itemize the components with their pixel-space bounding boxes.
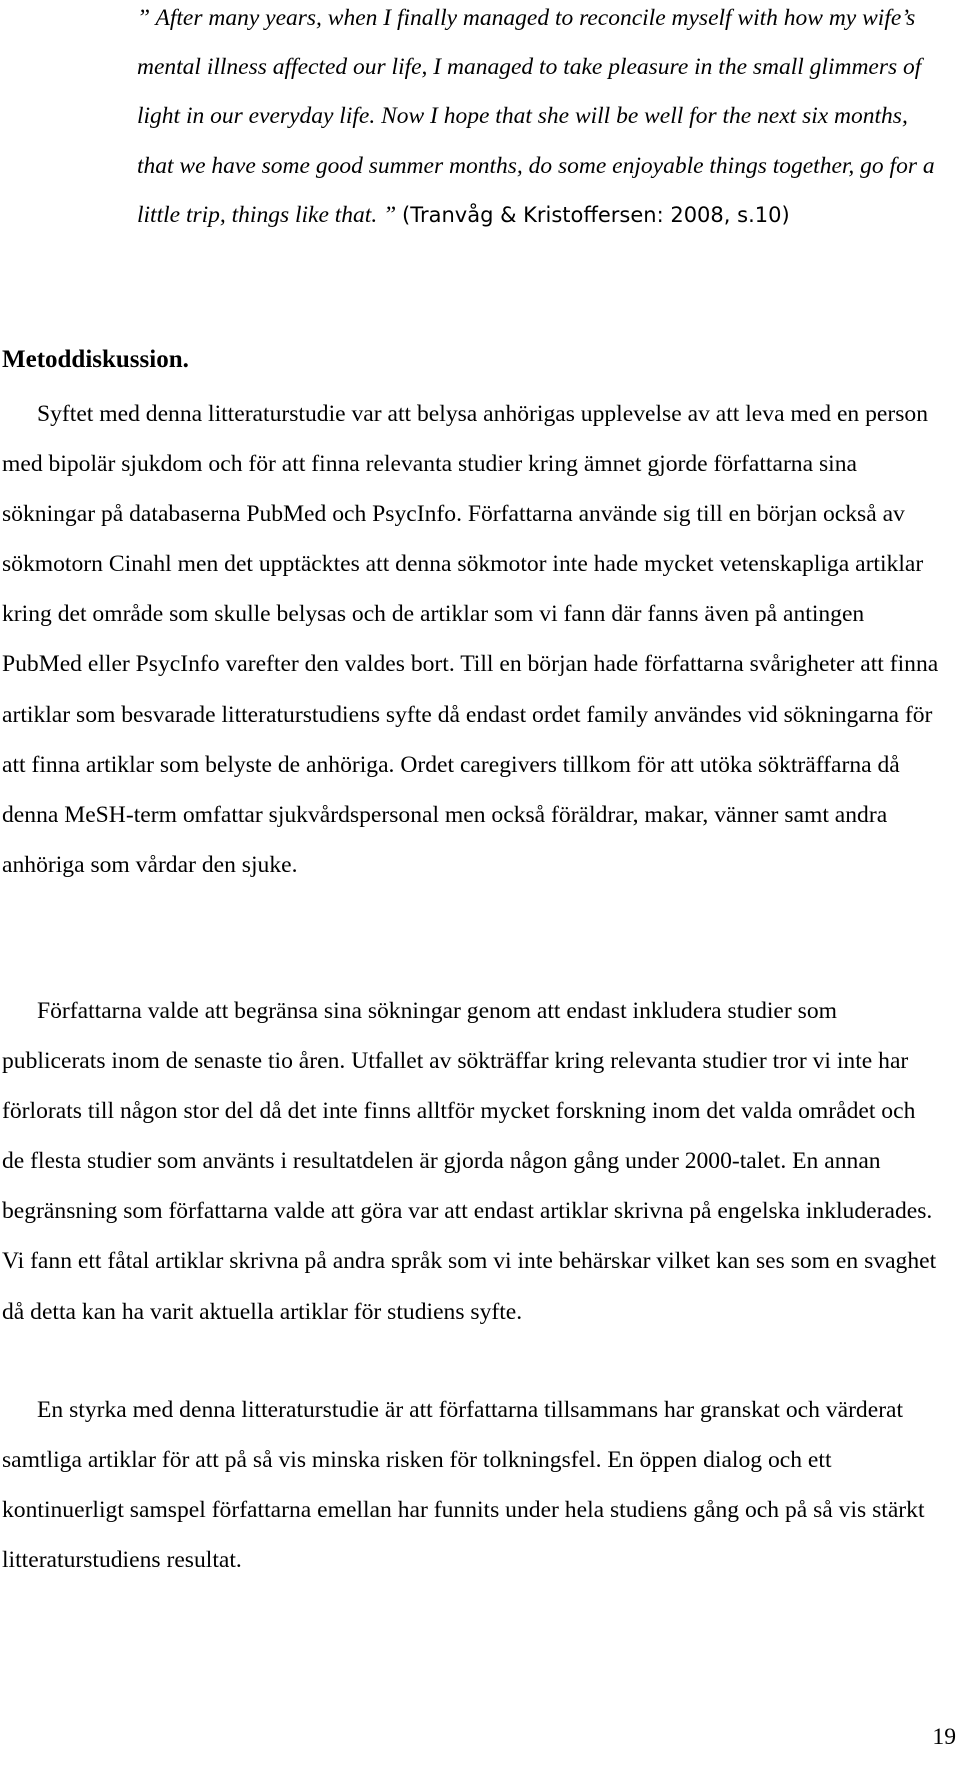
- block-quote: [137, 0, 937, 240]
- page-number: 19: [932, 1724, 956, 1750]
- paragraph-strengths: En styrka med denna litteraturstudie är att författarna tillsammans har granskat och värderat samtliga artiklar för att på så vis minska risken för tolkningsfel. En öppen dialog och ett kontinuerligt samspel författarna emellan har funnits under hela studiens gång och på så vis stärkt litteraturstudiens resultat.: [2, 1397, 925, 1574]
- paragraph-search-limitations: Författarna valde att begränsa sina sökningar genom att endast inkludera studier som publicerats inom de senaste tio åren. Utfallet av sökträffar kring relevanta studier tror vi inte har förlorats till någon stor del då det inte finns alltför mycket forskning inom det valda området och de flesta studier som använts i resultatdelen är gjorda någon gång under 2000-talet. En annan begränsning som författarna valde att göra var att endast artiklar skrivna på engelska inkluderades. Vi fann ett fåtal artiklar skrivna på andra språk som vi inte behärskar vilket kan ses som en svaghet då detta kan ha varit aktuella artiklar för studiens syfte.: [2, 998, 937, 1325]
- paragraph-method-searches: Syftet med denna litteraturstudie var att belysa anhörigas upplevelse av att leva med en person med bipolär sjukdom och för att finna relevanta studier kring ämnet gjorde författarna sina sökningar på databaserna PubMed och PsycInfo. Författarna använde sig till en början också av sökmotorn Cinahl men det upptäcktes att denna sökmotor inte hade mycket vetenskapliga artiklar kring det område som skulle belysas och de artiklar som vi fann där fanns även på antingen PubMed eller PsycInfo varefter den valdes bort. Till en början hade författarna svårigheter att finna artiklar som besvarade litteraturstudiens syfte då endast ordet family användes vid sökningarna för att finna artiklar som belyste de anhöriga. Ordet caregivers tillkom för att utöka sökträffarna då denna MeSH-term omfattar sjukvårdspersonal men också föräldrar, makar, vänner samt andra anhöriga som vårdar den sjuke.: [2, 401, 939, 878]
- quote-text: ” After many years, when I finally managed to reconcile myself with how my wife’s mental illness affected our life, I managed to take pleasure in the small glimmers of light in our everyday life. Now I hope that she will be well for the next six months, that we have some good summer months, do some enjoyable things together, go for a little trip, things like that. ”: [137, 5, 935, 228]
- section-heading: Metoddiskussion.: [2, 346, 189, 373]
- quote-citation: (Tranvåg & Kristoffersen: 2008, s.10): [402, 202, 790, 227]
